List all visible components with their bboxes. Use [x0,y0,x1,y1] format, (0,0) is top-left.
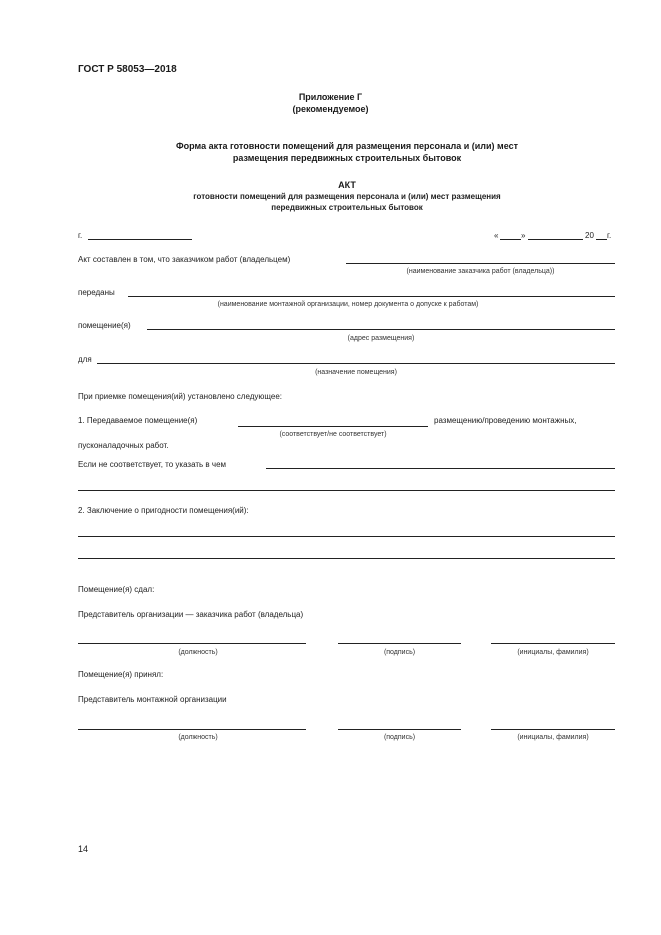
date-quote-close: » [521,231,526,240]
handover-signature-field[interactable] [338,643,461,644]
acceptance-position-caption: (должность) [178,734,218,741]
day-field[interactable] [500,239,521,240]
mismatch-field-1[interactable] [266,468,615,469]
appendix-title: Приложение Г [298,92,363,102]
purpose-label: для [78,355,92,364]
acceptance-signature-field[interactable] [338,729,461,730]
acceptance-position-field[interactable] [78,729,306,730]
handover-title: Помещение(я) сдал: [78,585,155,594]
customer-name-caption: (наименование заказчика работ (владельца)) [406,268,555,275]
composed-label: Акт составлен в том, что заказчиком работ (владельцем) [78,255,291,264]
handover-position-field[interactable] [78,643,306,644]
mismatch-label: Если не соответствует, то указать в чем [78,460,227,469]
handover-name-field[interactable] [491,643,615,644]
acceptance-name-field[interactable] [491,729,615,730]
purpose-caption: (назначение помещения) [315,369,397,376]
acceptance-rep-label: Представитель монтажной организации [78,695,227,704]
act-subtitle-line1: готовности помещений для размещения персонала и (или) мест размещения [193,192,501,201]
act-subtitle-line2: передвижных строительных бытовок [271,203,423,212]
year-prefix: 20 [585,231,594,240]
acceptance-name-caption: (инициалы, фамилия) [517,734,589,741]
premises-address-caption: (адрес размещения) [347,335,415,342]
act-heading: АКТ [338,180,356,190]
customer-name-field[interactable] [346,263,615,264]
conclusion-field-2[interactable] [78,558,615,559]
mismatch-field-2[interactable] [78,490,615,491]
city-prefix: г. [78,231,83,240]
compliance-field[interactable] [238,426,428,427]
date-quote-open: « [494,231,499,240]
item1-continuation: пусконаладочных работ. [78,441,169,450]
conclusion-field-1[interactable] [78,536,615,537]
contractor-field[interactable] [128,296,615,297]
item2-label: 2. Заключение о пригодности помещения(ий): [78,506,249,515]
compliance-caption: (соответствует/не соответствует) [279,431,387,438]
findings-intro: При приемке помещения(ий) установлено следующее: [78,392,283,401]
year-field[interactable] [596,239,607,240]
premises-address-field[interactable] [147,329,615,330]
item1-text-b: размещению/проведению монтажных, [434,416,577,425]
item1-text-a: 1. Передаваемое помещение(я) [78,416,198,425]
contractor-caption: (наименование монтажной организации, номер документа о допуске к работам) [217,301,479,308]
page-number: 14 [78,844,89,854]
handover-position-caption: (должность) [178,649,218,656]
form-title-line1: Форма акта готовности помещений для размещения персонала и (или) мест [176,141,518,151]
transferred-label: переданы [78,288,115,297]
handover-name-caption: (инициалы, фамилия) [517,649,589,656]
form-title-line2: размещения передвижных строительных бытовок [232,153,462,163]
purpose-field[interactable] [97,363,615,364]
handover-rep-label: Представитель организации — заказчика работ (владельца) [78,610,304,619]
city-field[interactable] [88,239,192,240]
year-suffix: г. [607,231,612,240]
month-field[interactable] [528,239,583,240]
premises-label: помещение(я) [78,321,131,330]
acceptance-title: Помещение(я) принял: [78,670,164,679]
handover-signature-caption: (подпись) [383,649,416,656]
appendix-subtitle: (рекомендуемое) [292,104,369,114]
acceptance-signature-caption: (подпись) [383,734,416,741]
document-code: ГОСТ Р 58053—2018 [78,64,177,75]
